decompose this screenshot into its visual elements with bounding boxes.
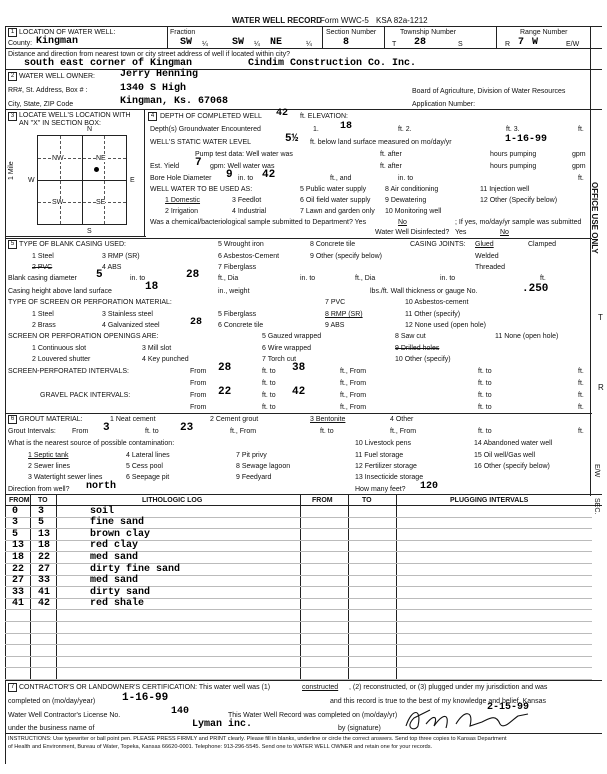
office-use-label: OFFICE USE ONLY <box>590 182 599 254</box>
ksa-reference: KSA 82a-1212 <box>376 16 428 25</box>
use-domestic[interactable]: 1 Domestic <box>165 197 201 204</box>
gw-3-label: ft. 3. <box>506 126 520 133</box>
log-row-to: 13 <box>38 528 51 540</box>
city-value: Kingman, Ks. 67068 <box>120 96 229 107</box>
yield-gpm: gpm <box>572 163 586 170</box>
casing-diameter-value: 5 <box>96 269 103 281</box>
joints-label: CASING JOINTS: <box>410 241 466 248</box>
perf2-ft-to-2: ft. to <box>478 380 492 387</box>
contam-sewer-lines[interactable]: 2 Sewer lines <box>28 463 71 470</box>
bore-to-label: in. to <box>238 175 254 182</box>
use-injection-well[interactable]: 11 Injection well <box>480 186 530 193</box>
business-value: Lyman inc. <box>192 719 253 730</box>
contam-livestock[interactable]: 10 Livestock pens <box>355 440 412 447</box>
feet-value: 120 <box>420 481 439 492</box>
gravel-ft: ft. <box>578 392 584 399</box>
perf-ft-from: ft., From <box>340 368 367 375</box>
log-row-desc: med sand <box>90 551 139 563</box>
contam-sewage-lagoon[interactable]: 8 Sewage lagoon <box>236 463 291 470</box>
log-litho-header: LITHOLOGIC LOG <box>142 497 203 504</box>
grout-ft-from: ft., From <box>230 428 257 435</box>
fraction-label: Fraction <box>170 29 196 36</box>
cert-text-1: CONTRACTOR'S OR LANDOWNER'S CERTIFICATION: This water well was (1) <box>19 684 271 691</box>
township-t: T <box>392 41 397 48</box>
grout-neat-cement[interactable]: 1 Neat cement <box>110 416 156 423</box>
township-label: Township Number <box>400 29 457 36</box>
static-level-measured: ft. below land surface measured on mo/day/yr <box>310 139 452 146</box>
completed-value: 1-16-99 <box>122 692 169 704</box>
log-row-to: 42 <box>38 598 51 610</box>
log-row-from: 13 <box>12 540 25 552</box>
grout-ft-to-3: ft. to <box>478 428 492 435</box>
casing-concrete-tile[interactable]: 8 Concrete tile <box>310 241 356 248</box>
gravel-label: GRAVEL PACK INTERVALS: <box>40 392 131 399</box>
dia-ft: ft. <box>540 275 546 282</box>
form-number: Form WWC-5 <box>320 16 369 25</box>
gravel-ft-to: ft. to <box>262 392 276 399</box>
chem-sample-no[interactable]: No <box>398 219 407 226</box>
use-feedlot[interactable]: 3 Feedlot <box>232 197 262 204</box>
gravel-ft-to-2: ft. to <box>478 392 492 399</box>
screen-brass[interactable]: 2 Brass <box>32 322 56 329</box>
gw-2-label: ft. 2. <box>398 126 412 133</box>
contam-cess-pool[interactable]: 5 Cess pool <box>126 463 163 470</box>
casing-rmp[interactable]: 3 RMP (SR) <box>102 253 140 260</box>
casing-wrought-iron[interactable]: 5 Wrought iron <box>218 241 264 248</box>
casing-height-label: Casing height above land surface <box>8 288 112 295</box>
use-public-supply[interactable]: 5 Public water supply <box>300 186 367 193</box>
direction-value: north <box>86 481 117 492</box>
section-5-number: 5 <box>8 240 17 249</box>
log-row-to: 33 <box>38 575 51 587</box>
application-number-label: Application Number: <box>412 101 476 108</box>
casing-abs[interactable]: 4 ABS <box>102 264 122 271</box>
opening-continuous[interactable]: 1 Continuous slot <box>32 345 87 352</box>
casing-asbestos[interactable]: 6 Asbestos-Cement <box>218 253 280 260</box>
screen-none[interactable]: 12 None used (open hole) <box>405 322 486 329</box>
log-row-to: 22 <box>38 551 51 563</box>
location-label: LOCATION OF WATER WELL: <box>19 29 116 36</box>
disinfected-yes[interactable]: Yes <box>455 229 467 236</box>
township-value: 28 <box>414 37 427 48</box>
city-label: City, State, ZIP Code <box>8 101 74 108</box>
joints-clamped[interactable]: Clamped <box>528 241 557 248</box>
casing-steel[interactable]: 1 Steel <box>32 253 54 260</box>
range-w: W <box>532 37 539 48</box>
perf-ft-to: ft. to <box>262 368 276 375</box>
section-number-value: 8 <box>343 37 350 48</box>
company-name: Cindim Construction Co. Inc. <box>248 58 417 69</box>
gw-1-prefix: 1. <box>313 126 319 133</box>
owner-label: WATER WELL OWNER: <box>19 73 95 80</box>
section-1-number: 1 <box>8 28 17 37</box>
openings-label: SCREEN OR PERFORATION OPENINGS ARE: <box>8 333 159 340</box>
signature-label: by (signature) <box>338 725 381 732</box>
yield-hours: hours pumping <box>490 163 537 170</box>
screen-label: TYPE OF SCREEN OR PERFORATION MATERIAL: <box>8 299 172 306</box>
gravel2-ft-from: ft., From <box>340 404 367 411</box>
board-label: Board of Agriculture, Division of Water Resources <box>412 88 566 95</box>
dia-ft-dia: ft., Dia <box>355 275 376 282</box>
perf-ft: ft. <box>578 368 584 375</box>
log-row-from: 27 <box>12 575 25 587</box>
log-row-desc: red shale <box>90 598 145 610</box>
casing-label: TYPE OF BLANK CASING USED: <box>19 241 126 248</box>
log-row-desc: red clay <box>90 540 139 552</box>
gravel2-ft: ft. <box>578 404 584 411</box>
grout-bentonite[interactable]: 3 Bentonite <box>310 416 346 423</box>
casing-other[interactable]: 9 Other (specify below) <box>310 253 382 260</box>
grout-from-label: From <box>72 428 89 435</box>
log-row-desc: dirty sand <box>90 586 151 598</box>
joints-threaded[interactable]: Threaded <box>475 264 505 271</box>
township-s: S <box>458 41 463 48</box>
license-label: Water Well Contractor's License No. <box>8 712 121 719</box>
gravel-from-value: 22 <box>218 386 232 398</box>
log-to-header: TO <box>38 497 48 504</box>
completed-tail: and this record is true to the best of my knowledge and belief. Kansas <box>330 698 546 705</box>
groundwater-label: Depth(s) Groundwater Encountered <box>150 126 261 133</box>
bore-depth-value: 42 <box>262 169 276 181</box>
owner-value: Jerry Henning <box>120 69 199 80</box>
wall-thickness-label: lbs./ft. Wall thickness or gauge No. <box>370 288 478 295</box>
log-row-from: 22 <box>12 563 25 575</box>
chem-sample-question: Was a chemical/bacteriological sample submitted to Department? Yes <box>150 219 367 226</box>
contam-insecticide[interactable]: 13 Insecticide storage <box>355 474 424 481</box>
side-ew: E/W <box>593 464 600 478</box>
log-row-desc: med sand <box>90 575 139 587</box>
side-sec: SEC. <box>593 498 600 515</box>
screen-rmp[interactable]: 8 RMP (SR) <box>325 311 363 318</box>
grout-from-value: 3 <box>103 422 110 434</box>
diam-to-label: in. to <box>130 275 146 282</box>
cert-constructed[interactable]: constructed <box>302 684 339 691</box>
joints-glued[interactable]: Glued <box>475 241 494 248</box>
well-location-mark <box>94 167 99 172</box>
static-level-label: WELL'S STATIC WATER LEVEL <box>150 139 252 146</box>
fraction-1: SW <box>180 37 193 48</box>
disinfected-no[interactable]: No <box>500 229 509 236</box>
gauge-value: .250 <box>522 283 549 295</box>
log-row-from: 18 <box>12 551 25 563</box>
feet-label: How many feet? <box>355 486 406 493</box>
grout-label: GROUT MATERIAL: <box>19 416 83 423</box>
casing-pvc[interactable]: 2 PVC <box>32 264 53 271</box>
section-4-number: 4 <box>148 112 157 121</box>
grout-intervals-label: Grout Intervals: <box>8 428 56 435</box>
county-label: County: <box>8 40 33 47</box>
range-value: 7 <box>518 37 525 48</box>
quarter-symbol: ¼ <box>254 41 260 48</box>
casing-fiberglass[interactable]: 7 Fiberglass <box>218 264 257 271</box>
casing-diameter-label: Blank casing diameter <box>8 275 77 282</box>
contam-feedyard[interactable]: 9 Feedyard <box>236 474 272 481</box>
log-row-divider <box>5 667 592 668</box>
bore-value: 9 <box>226 169 233 181</box>
pump-test-label: Pump test data: Well water was <box>195 151 293 158</box>
static-level-date: 1-16-99 <box>505 134 548 145</box>
se-label: SE <box>96 199 106 206</box>
gravel-from-label: From <box>190 392 207 399</box>
screen-concrete[interactable]: 6 Concrete tile <box>218 322 264 329</box>
locate-label: LOCATE WELL'S LOCATION WITH <box>19 112 131 119</box>
opening-torch-cut[interactable]: 7 Torch cut <box>262 356 297 363</box>
mile-label: 1 Mile <box>8 161 15 180</box>
section-3-number: 3 <box>8 112 17 121</box>
direction-label: Direction from well? <box>8 486 70 493</box>
opening-wire-wrapped[interactable]: 6 Wire wrapped <box>262 345 312 352</box>
perf-ft-to-2: ft. to <box>478 368 492 375</box>
grout-ft-to: ft. to <box>145 428 159 435</box>
business-label: under the business name of <box>8 725 95 732</box>
opening-louvered[interactable]: 2 Louvered shutter <box>32 356 91 363</box>
ne-label: NE <box>96 155 106 162</box>
log-row-divider <box>5 609 592 610</box>
east-label: E <box>130 177 135 184</box>
log-row-from: 3 <box>12 517 19 529</box>
gravel-to-value: 42 <box>292 386 306 398</box>
depth-label: DEPTH OF COMPLETED WELL <box>160 113 262 120</box>
depth-value: 42 <box>276 108 289 119</box>
opening-key-punched[interactable]: 4 Key punched <box>142 356 189 363</box>
use-dewatering[interactable]: 9 Dewatering <box>385 197 427 204</box>
use-oil-field[interactable]: 6 Oil field water supply <box>300 197 371 204</box>
screen-pvc[interactable]: 7 PVC <box>325 299 346 306</box>
nw-label: NW <box>52 155 64 162</box>
range-r: R <box>505 41 511 48</box>
screen-fiberglass[interactable]: 5 Fiberglass <box>218 311 257 318</box>
completed-label: completed on (mo/day/year) <box>8 698 96 705</box>
range-label: Range Number <box>520 29 568 36</box>
fraction-3: NE <box>270 37 283 48</box>
use-irrigation[interactable]: 2 Irrigation <box>165 208 199 215</box>
groundwater-1-value: 18 <box>340 121 353 132</box>
section-2-number: 2 <box>8 72 17 81</box>
perf2-ft-from: ft., From <box>340 380 367 387</box>
use-industrial[interactable]: 4 Industrial <box>232 208 267 215</box>
address-value: 1340 S High <box>120 83 187 94</box>
perf-from-label: From <box>190 368 207 375</box>
pump-after-label: ft. after <box>380 151 402 158</box>
perf-to-value: 38 <box>292 362 306 374</box>
grout-other[interactable]: 4 Other <box>390 416 414 423</box>
log-row-desc: fine sand <box>90 517 145 529</box>
contam-pit-privy[interactable]: 7 Pit privy <box>236 452 267 459</box>
log-row-divider <box>5 621 592 622</box>
range-ew: E/W <box>566 41 580 48</box>
perf2-from-label: From <box>190 380 207 387</box>
opening-mill-slot[interactable]: 3 Mill slot <box>142 345 172 352</box>
log-row-to: 41 <box>38 586 51 598</box>
contam-watertight-sewer[interactable]: 3 Watertight sewer lines <box>28 474 103 481</box>
gravel-ft-from: ft., From <box>340 392 367 399</box>
side-r: R <box>598 383 604 392</box>
yield-gpm-label: gpm: Well water was <box>210 163 275 170</box>
screen-stainless[interactable]: 3 Stainless steel <box>102 311 153 318</box>
bore-ft: ft. <box>578 175 584 182</box>
disinfected-label: Water Well Disinfected? <box>375 229 450 236</box>
section-box[interactable] <box>37 135 127 225</box>
record-completed-value: 2-15-99 <box>487 702 530 713</box>
static-level-value: 5½ <box>285 133 299 145</box>
contam-seepage-pit[interactable]: 6 Seepage pit <box>126 474 170 481</box>
grout-ft-from-2: ft., From <box>390 428 417 435</box>
plug-intervals-header: PLUGGING INTERVALS <box>450 497 529 504</box>
form-title: WATER WELL RECORD <box>232 16 322 25</box>
log-row-desc: brown clay <box>90 528 151 540</box>
contam-fuel-storage[interactable]: 11 Fuel storage <box>355 452 404 459</box>
opening-saw-cut[interactable]: 8 Saw cut <box>395 333 426 340</box>
side-t: T <box>598 313 603 322</box>
contam-abandoned-well[interactable]: 14 Abandoned water well <box>474 440 553 447</box>
locate-label-2: AN "X" IN SECTION BOX: <box>19 120 101 127</box>
joints-welded[interactable]: Welded <box>475 253 499 260</box>
dia-in-to: in. to <box>300 275 316 282</box>
log-row-to: 5 <box>38 517 45 529</box>
yield-after: ft. after <box>380 163 402 170</box>
opening-drilled[interactable]: 9 Drilled holes <box>395 345 440 352</box>
distance-label: Distance and direction from nearest town or city street address of well if located within city? <box>8 51 291 58</box>
yield-value: 7 <box>195 157 202 169</box>
weight-label: in., weight <box>218 288 250 295</box>
north-label: N <box>87 126 93 133</box>
dia-label: ft., Dia <box>218 275 239 282</box>
perf2-ft-to: ft. to <box>262 380 276 387</box>
log-row-from: 0 <box>12 505 19 517</box>
contam-other[interactable]: 16 Other (specify below) <box>474 463 550 470</box>
log-row-divider <box>5 644 592 645</box>
use-other[interactable]: 12 Other (Specify below) <box>480 197 558 204</box>
county-value: Kingman <box>36 36 79 47</box>
elevation-label: ft. ELEVATION: <box>300 113 348 120</box>
screen-other[interactable]: 11 Other (specify) <box>405 311 461 318</box>
contam-fertilizer[interactable]: 12 Fertilizer storage <box>355 463 417 470</box>
screen-asbestos[interactable]: 10 Asbestos-cement <box>405 299 469 306</box>
cert-text-2: , (2) reconstructed, or (3) plugged under my jurisdiction and was <box>349 684 548 691</box>
chem-sample-date-label: ; If yes, mo/day/yr sample was submitted <box>455 219 582 226</box>
log-from-header: FROM <box>9 497 30 504</box>
casing-diameter-depth: 28 <box>186 269 200 281</box>
plug-from-header: FROM <box>312 497 333 504</box>
log-row-to: 18 <box>38 540 51 552</box>
pump-hours-label: hours pumping <box>490 151 537 158</box>
south-label: S <box>87 228 92 235</box>
section-number-label: Section Number <box>326 29 377 36</box>
use-air-conditioning[interactable]: 8 Air conditioning <box>385 186 439 193</box>
quarter-symbol: ¼ <box>306 41 312 48</box>
bore-in-to: in. to <box>398 175 414 182</box>
record-completed-label: This Water Well Record was completed on (mo/day/yr) <box>228 712 398 719</box>
screen-abs[interactable]: 9 ABS <box>325 322 345 329</box>
gravel2-ft-to: ft. to <box>262 404 276 411</box>
sw-label: SW <box>52 199 64 206</box>
contamination-label: What is the nearest source of possible contamination: <box>8 440 175 447</box>
grout-ft: ft. <box>578 428 584 435</box>
perf-from-value: 28 <box>218 362 232 374</box>
gravel2-ft-to-2: ft. to <box>478 404 492 411</box>
log-row-from: 41 <box>12 598 25 610</box>
contam-oil-gas-well[interactable]: 15 Oil well/Gas well <box>474 452 536 459</box>
log-row-divider <box>5 633 592 634</box>
log-row-desc: soil <box>90 505 115 517</box>
instructions-line-1: INSTRUCTIONS: Use typewriter or ball point pen. PLEASE PRESS FIRMLY and PRINT clearly. Please fill in blanks, underline or circle the correct answers. Send top three copies to Kansas Department <box>8 736 507 742</box>
plug-to-header: TO <box>362 497 372 504</box>
casing-height-value: 18 <box>145 281 159 293</box>
log-row-to: 27 <box>38 563 51 575</box>
yield-label: Est. Yield <box>150 163 180 170</box>
distance-value: south east corner of Kingman <box>24 58 193 69</box>
use-label: WELL WATER TO BE USED AS: <box>150 186 253 193</box>
screen-galvanized[interactable]: 4 Galvanized steel <box>102 322 160 329</box>
log-row-desc: dirty fine sand <box>90 563 181 575</box>
opening-other[interactable]: 10 Other (specify) <box>395 356 451 363</box>
fraction-2: SW <box>232 37 245 48</box>
west-label: W <box>28 177 35 184</box>
grout-ft-to-2: ft. to <box>320 428 334 435</box>
bore-label: Bore Hole Diameter <box>150 175 212 182</box>
opening-gauzed[interactable]: 5 Gauzed wrapped <box>262 333 322 340</box>
perf-intervals-label: SCREEN-PERFORATED INTERVALS: <box>8 368 129 375</box>
use-lawn-garden[interactable]: 7 Lawn and garden only <box>300 208 375 215</box>
section-7-number: 7 <box>8 683 17 692</box>
license-value: 140 <box>171 706 190 717</box>
instructions-line-2: of Health and Environment, Bureau of Water, Topeka, Kansas 66620-0001. Telephone: 913-296-5545. Send one to WATER WELL OWNER and retain one for your records. <box>8 744 433 750</box>
gravel2-from-label: From <box>190 404 207 411</box>
log-row-divider <box>5 656 592 657</box>
opening-none[interactable]: 11 None (open hole) <box>495 333 559 340</box>
screen-steel[interactable]: 1 Steel <box>32 311 54 318</box>
dia-in-to-2: in. to <box>440 275 456 282</box>
quarter-symbol: ¼ <box>202 41 208 48</box>
pump-gpm: gpm <box>572 151 586 158</box>
section-6-number: 6 <box>8 415 17 424</box>
bore-and-label: ft., and <box>330 175 352 182</box>
log-row-from: 33 <box>12 586 25 598</box>
grout-cement-grout[interactable]: 2 Cement grout <box>210 416 259 423</box>
contam-lateral-lines[interactable]: 4 Lateral lines <box>126 452 170 459</box>
signature-image <box>400 704 540 734</box>
gw-ft: ft. <box>578 126 584 133</box>
log-row-to: 3 <box>38 505 45 517</box>
use-monitoring[interactable]: 10 Monitoring well <box>385 208 442 215</box>
screen-mark: 28 <box>190 317 203 328</box>
grout-to-value: 23 <box>180 422 194 434</box>
log-row-from: 5 <box>12 528 19 540</box>
perf2-ft: ft. <box>578 380 584 387</box>
contam-septic-tank[interactable]: 1 Septic tank <box>28 452 69 459</box>
address-label: RR#, St. Address, Box # : <box>8 87 88 94</box>
